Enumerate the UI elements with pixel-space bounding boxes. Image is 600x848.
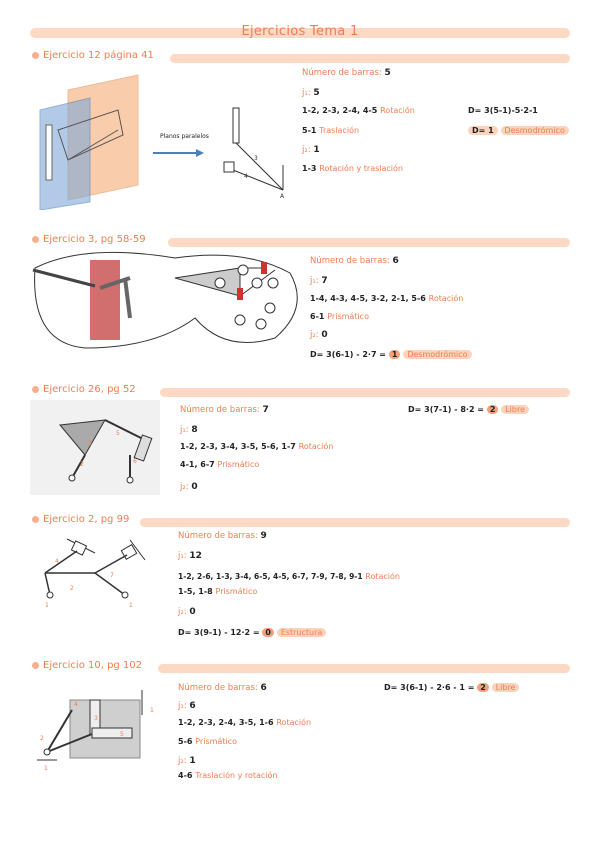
s5-j2-line-1: 4-6 Traslación y rotación xyxy=(178,771,278,780)
section-bullet-icon xyxy=(32,386,39,393)
svg-text:4: 4 xyxy=(74,701,78,708)
s2-j2: j₂: 0 xyxy=(310,330,328,340)
page-title: Ejercicios Tema 1 xyxy=(241,24,359,39)
section-5-heading: Ejercicio 10, pg 102 xyxy=(32,660,142,671)
svg-text:2: 2 xyxy=(70,585,74,592)
section-4-bar xyxy=(140,518,570,527)
section-bullet-icon xyxy=(32,662,39,669)
s3-j2: j₂: 0 xyxy=(180,482,198,492)
figure-caption: Planos paralelos xyxy=(160,133,209,140)
section-bullet-icon xyxy=(32,52,39,59)
s5-j1-line-2: 5-6 Prismático xyxy=(178,737,237,746)
figure-mecanismo-prensa xyxy=(25,248,305,358)
s5-formula: D= 3(6-1) - 2·6 - 1 = 2 Libre xyxy=(384,683,519,692)
svg-text:4: 4 xyxy=(55,558,59,565)
s4-j1-line-1: 1-2, 2-6, 1-3, 3-4, 6-5, 4-5, 6-7, 7-9, 7-8, 9-1 Rotación xyxy=(178,572,400,581)
s5-j1: j₁: 6 xyxy=(178,701,196,711)
svg-text:2: 2 xyxy=(40,735,44,742)
s1-result: D= 1 Desmodrómico xyxy=(468,126,569,135)
section-bullet-icon xyxy=(32,236,39,243)
figure-mecanismo-10 xyxy=(32,690,162,775)
svg-text:5: 5 xyxy=(116,430,120,437)
s2-j1: j₁: 7 xyxy=(310,276,328,286)
s1-barras: Número de barras: 5 xyxy=(302,68,391,78)
s2-barras: Número de barras: 6 xyxy=(310,256,399,266)
figure-planos-paralelos xyxy=(28,70,298,210)
svg-text:3: 3 xyxy=(88,440,92,447)
s1-j1-line-1: 1-2, 2-3, 2-4, 4-5 Rotación xyxy=(302,106,415,115)
section-3-bar xyxy=(160,388,570,397)
svg-text:1: 1 xyxy=(129,602,133,609)
s4-j2: j₂: 0 xyxy=(178,607,196,617)
s4-j1: j₁: 12 xyxy=(178,551,202,561)
s3-formula: D= 3(7-1) - 8·2 = 2 Libre xyxy=(408,405,529,414)
section-4-heading: Ejercicio 2, pg 99 xyxy=(32,514,129,525)
section-5-bar xyxy=(158,664,570,673)
svg-text:1: 1 xyxy=(150,707,154,714)
s2-j1-line-1: 1-4, 4-3, 4-5, 3-2, 2-1, 5-6 Rotación xyxy=(310,294,464,303)
s1-j2-line-1: 1-3 Rotación y traslación xyxy=(302,164,403,173)
s1-j1: j₁: 5 xyxy=(302,88,320,98)
s2-j1-line-2: 6-1 Prismático xyxy=(310,312,369,321)
svg-text:5: 5 xyxy=(120,731,124,738)
s4-barras: Número de barras: 9 xyxy=(178,531,267,541)
s5-barras: Número de barras: 6 xyxy=(178,683,267,693)
svg-text:1: 1 xyxy=(44,765,48,772)
s2-formula: D= 3(6-1) - 2·7 = 1 Desmodrómico xyxy=(310,350,472,359)
svg-text:7: 7 xyxy=(110,572,114,579)
section-bullet-icon xyxy=(32,516,39,523)
s3-j1: j₁: 8 xyxy=(180,425,198,435)
s4-j1-line-2: 1-5, 1-8 Prismático xyxy=(178,587,258,596)
svg-text:A: A xyxy=(280,193,285,200)
svg-text:3: 3 xyxy=(254,155,258,162)
s4-formula: D= 3(9-1) - 12·2 = 0 Estructura xyxy=(178,628,326,637)
s1-j1-line-2: 5-1 Traslación xyxy=(302,126,360,135)
s3-j1-line-1: 1-2, 2-3, 3-4, 3-5, 5-6, 1-7 Rotación xyxy=(180,442,334,451)
svg-text:3: 3 xyxy=(94,715,98,722)
s1-j2: j₂: 1 xyxy=(302,145,320,155)
section-2-bar xyxy=(168,238,570,247)
s5-j1-line-1: 1-2, 2-3, 2-4, 3-5, 1-6 Rotación xyxy=(178,718,312,727)
svg-text:2: 2 xyxy=(80,461,84,468)
section-1-bar xyxy=(170,54,570,63)
svg-text:1: 1 xyxy=(45,602,49,609)
section-2-heading: Ejercicio 3, pg 58-59 xyxy=(32,234,146,245)
svg-text:6: 6 xyxy=(133,458,137,465)
s3-barras: Número de barras: 7 xyxy=(180,405,269,415)
s3-j1-line-2: 4-1, 6-7 Prismático xyxy=(180,460,260,469)
section-3-heading: Ejercicio 26, pg 52 xyxy=(32,384,136,395)
figure-mecanismo-2 xyxy=(35,535,160,610)
s5-j2: j₂: 1 xyxy=(178,756,196,766)
s1-formula: D= 3(5-1)-5·2-1 xyxy=(468,106,538,115)
svg-text:4: 4 xyxy=(244,173,248,180)
section-1-heading: Ejercicio 12 página 41 xyxy=(32,50,154,61)
figure-mecanismo-26 xyxy=(30,400,160,495)
